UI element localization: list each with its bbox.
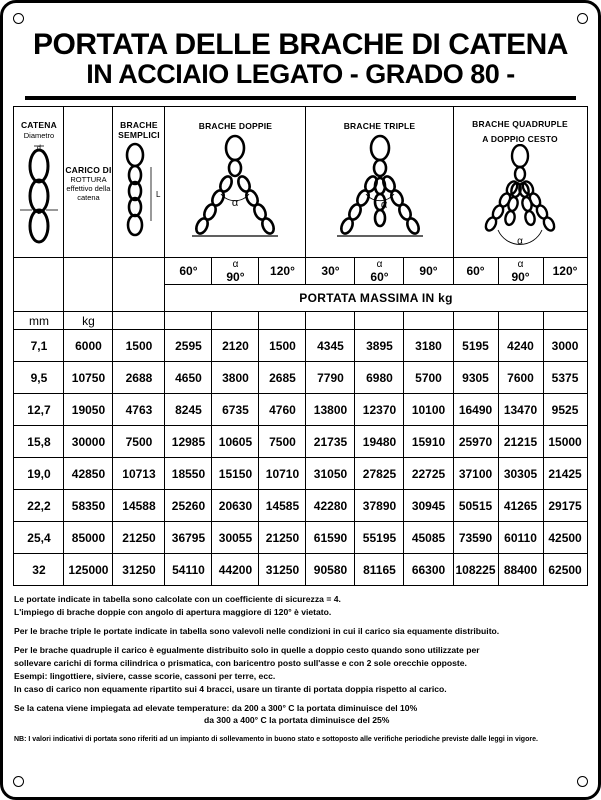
cell-double-120: 1500 (259, 330, 306, 362)
cell-diameter: 19,0 (14, 458, 64, 490)
cell-double-120: 10710 (259, 458, 306, 490)
unit-blank-1 (113, 312, 165, 330)
svg-text:α: α (380, 199, 387, 212)
cell-quad-120: 15000 (543, 426, 587, 458)
svg-text:d: d (37, 145, 41, 153)
cell-quad-120: 29175 (543, 490, 587, 522)
cell-double-60: 12985 (165, 426, 212, 458)
mounting-hole-icon (13, 13, 24, 24)
cell-quad-60: 9305 (453, 362, 498, 394)
capacity-table (13, 106, 587, 586)
double-leg-sling-icon (170, 132, 300, 247)
unit-blank-4 (259, 312, 306, 330)
cell-single: 31250 (113, 554, 165, 586)
title-line-2: IN ACCIAIO LEGATO - GRADO 80 - (86, 59, 515, 90)
cell-triple-90: 66300 (404, 554, 453, 586)
title-line-1: PORTATA DELLE BRACHE DI CATENA (33, 28, 568, 61)
svg-text:d: d (37, 209, 41, 217)
cell-double-120: 2685 (259, 362, 306, 394)
angle-row (14, 258, 587, 285)
cell-triple-60: 27825 (355, 458, 404, 490)
angle-triple-30: 30° (306, 258, 355, 285)
cell-double-90: 10605 (212, 426, 259, 458)
table-row (14, 362, 587, 394)
cell-triple-30: 13800 (306, 394, 355, 426)
header-single-leg: BRACHE SEMPLICI L (113, 107, 165, 258)
cell-double-90: 30055 (212, 522, 259, 554)
cell-diameter: 22,2 (14, 490, 64, 522)
note-line: Per le brache quadruple il carico è egualmente distribuito solo in quelle a doppio cesto quando sono utilizzate per (14, 644, 480, 655)
chain-link-diagram-icon (16, 140, 62, 248)
header-row (14, 107, 587, 258)
units-row (14, 312, 587, 330)
cell-single: 21250 (113, 522, 165, 554)
cell-double-120: 14585 (259, 490, 306, 522)
table-row (14, 522, 587, 554)
cell-double-60: 8245 (165, 394, 212, 426)
svg-text:α: α (232, 197, 239, 210)
cell-diameter: 7,1 (14, 330, 64, 362)
table-row (14, 490, 587, 522)
cell-double-60: 25260 (165, 490, 212, 522)
cell-triple-90: 45085 (404, 522, 453, 554)
angle-double-120: 120° (259, 258, 306, 285)
cell-double-60: 18550 (165, 458, 212, 490)
note-line: sollevare carichi di forma cilindrica o prismatica, con baricentro posto sull'asse e con 2 sole orecchie opposte. (14, 657, 467, 668)
cell-double-120: 31250 (259, 554, 306, 586)
cell-quad-120: 62500 (543, 554, 587, 586)
cell-breaking-load: 10750 (64, 362, 113, 394)
unit-mm: mm (14, 312, 64, 330)
cell-quad-60: 16490 (453, 394, 498, 426)
cell-single: 14588 (113, 490, 165, 522)
cell-triple-60: 55195 (355, 522, 404, 554)
cell-quad-90: 13470 (498, 394, 543, 426)
cell-quad-90: 88400 (498, 554, 543, 586)
page-title (13, 29, 588, 88)
angle-quad-60: 60° (453, 258, 498, 285)
note-line: Per le brache triple le portate indicate in tabella sono valevoli nelle condizioni in cui il carico sia equamente distribuito. (14, 626, 500, 637)
cell-breaking-load: 30000 (64, 426, 113, 458)
cell-quad-90: 41265 (498, 490, 543, 522)
unit-kg: kg (64, 312, 113, 330)
table-row (14, 394, 587, 426)
cell-single: 10713 (113, 458, 165, 490)
title-divider (25, 96, 576, 100)
note-line: Se la catena viene impiegata ad elevate temperature: da 200 a 300° C la portata diminuisce del 10% (14, 702, 418, 713)
cell-quad-120: 5375 (543, 362, 587, 394)
cell-quad-60: 37100 (453, 458, 498, 490)
table-row (14, 458, 587, 490)
cell-double-90: 2120 (212, 330, 259, 362)
note-line: Le portate indicate in tabella sono calcolate con un coefficiente di sicurezza = 4. (14, 594, 341, 605)
mounting-hole-icon (13, 776, 24, 787)
angle-blank-1 (14, 258, 64, 312)
header-triple-leg: BRACHE TRIPLE α (306, 107, 453, 258)
cell-triple-90: 10100 (404, 394, 453, 426)
notes-section (14, 593, 587, 746)
angle-blank-3 (113, 258, 165, 312)
cell-double-90: 20630 (212, 490, 259, 522)
cell-single: 2688 (113, 362, 165, 394)
cell-breaking-load: 19050 (64, 394, 113, 426)
angle-quad-120: 120° (543, 258, 587, 285)
unit-blank-3 (212, 312, 259, 330)
cell-quad-120: 21425 (543, 458, 587, 490)
cell-triple-30: 21735 (306, 426, 355, 458)
note-line: da 300 a 400° C la portata diminuisce del 25% (204, 715, 390, 726)
unit-blank-9 (498, 312, 543, 330)
cell-quad-120: 3000 (543, 330, 587, 362)
cell-quad-90: 21215 (498, 426, 543, 458)
svg-text:α: α (517, 236, 523, 248)
cell-breaking-load: 85000 (64, 522, 113, 554)
unit-blank-8 (453, 312, 498, 330)
angle-triple-90: 90° (404, 258, 453, 285)
note-line: Esempi: lingottiere, siviere, casse scorie, cassoni per terre, ecc. (14, 670, 276, 681)
angle-blank-2 (64, 258, 113, 312)
cell-diameter: 25,4 (14, 522, 64, 554)
cell-triple-90: 5700 (404, 362, 453, 394)
cell-triple-90: 30945 (404, 490, 453, 522)
note-disclaimer: NB: I valori indicativi di portata sono riferiti ad un impianto di sollevamento in buono stato e sottoposto alle verifiche periodiche previste dalle leggi in vigore. (14, 736, 538, 744)
cell-double-90: 15150 (212, 458, 259, 490)
capacity-banner: PORTATA MASSIMA IN kg (165, 285, 587, 312)
mounting-hole-icon (577, 13, 588, 24)
cell-triple-60: 6980 (355, 362, 404, 394)
cell-double-120: 21250 (259, 522, 306, 554)
cell-double-90: 44200 (212, 554, 259, 586)
cell-triple-60: 12370 (355, 394, 404, 426)
svg-text:L: L (155, 189, 161, 199)
quadruple-leg-sling-icon (458, 144, 582, 249)
note-line: L'impiego di brache doppie con angolo di apertura maggiore di 120° è vietato. (14, 607, 332, 618)
header-double-leg: BRACHE DOPPIE α (165, 107, 306, 258)
angle-double-60: 60° (165, 258, 212, 285)
cell-double-120: 7500 (259, 426, 306, 458)
unit-blank-5 (306, 312, 355, 330)
angle-triple-60: α 60° (355, 258, 404, 285)
cell-breaking-load: 42850 (64, 458, 113, 490)
angle-double-90: α 90° (212, 258, 259, 285)
angle-quad-90: α 90° (498, 258, 543, 285)
cell-triple-60: 19480 (355, 426, 404, 458)
cell-quad-60: 73590 (453, 522, 498, 554)
cell-quad-60: 108225 (453, 554, 498, 586)
cell-double-60: 4650 (165, 362, 212, 394)
header-quadruple-leg: BRACHE QUADRUPLE A DOPPIO CESTO α (453, 107, 587, 258)
unit-blank-2 (165, 312, 212, 330)
cell-double-120: 4760 (259, 394, 306, 426)
cell-triple-60: 37890 (355, 490, 404, 522)
header-breaking-load: CARICO DI ROTTURA effettivo della catena (64, 107, 113, 258)
cell-triple-30: 42280 (306, 490, 355, 522)
cell-triple-30: 90580 (306, 554, 355, 586)
cell-breaking-load: 58350 (64, 490, 113, 522)
cell-diameter: 15,8 (14, 426, 64, 458)
cell-diameter: 12,7 (14, 394, 64, 426)
cell-quad-120: 42500 (543, 522, 587, 554)
table-row (14, 554, 587, 586)
cell-quad-90: 4240 (498, 330, 543, 362)
cell-double-90: 3800 (212, 362, 259, 394)
cell-double-90: 6735 (212, 394, 259, 426)
cell-breaking-load: 6000 (64, 330, 113, 362)
table-row (14, 330, 587, 362)
cell-quad-90: 60110 (498, 522, 543, 554)
cell-single: 4763 (113, 394, 165, 426)
cell-triple-60: 81165 (355, 554, 404, 586)
cell-quad-60: 25970 (453, 426, 498, 458)
cell-diameter: 9,5 (14, 362, 64, 394)
cell-single: 7500 (113, 426, 165, 458)
mounting-hole-icon (577, 776, 588, 787)
single-leg-sling-icon (115, 141, 163, 249)
cell-diameter: 32 (14, 554, 64, 586)
unit-blank-10 (543, 312, 587, 330)
triple-leg-sling-icon (312, 132, 448, 247)
cell-triple-90: 15910 (404, 426, 453, 458)
cell-breaking-load: 125000 (64, 554, 113, 586)
cell-double-60: 54110 (165, 554, 212, 586)
cell-double-60: 36795 (165, 522, 212, 554)
cell-triple-30: 61590 (306, 522, 355, 554)
cell-triple-90: 22725 (404, 458, 453, 490)
cell-triple-30: 31050 (306, 458, 355, 490)
table-row (14, 426, 587, 458)
cell-quad-60: 50515 (453, 490, 498, 522)
cell-quad-120: 9525 (543, 394, 587, 426)
unit-blank-6 (355, 312, 404, 330)
cell-triple-90: 3180 (404, 330, 453, 362)
header-chain-diameter: CATENA Diametro d d (14, 107, 64, 258)
unit-blank-7 (404, 312, 453, 330)
cell-single: 1500 (113, 330, 165, 362)
cell-quad-90: 30305 (498, 458, 543, 490)
cell-double-60: 2595 (165, 330, 212, 362)
cell-triple-60: 3895 (355, 330, 404, 362)
cell-quad-60: 5195 (453, 330, 498, 362)
cell-triple-30: 7790 (306, 362, 355, 394)
cell-quad-90: 7600 (498, 362, 543, 394)
note-line: In caso di carico non equamente ripartito sui 4 bracci, usare un tirante di portata doppia rispetto al carico. (14, 683, 447, 694)
cell-triple-30: 4345 (306, 330, 355, 362)
